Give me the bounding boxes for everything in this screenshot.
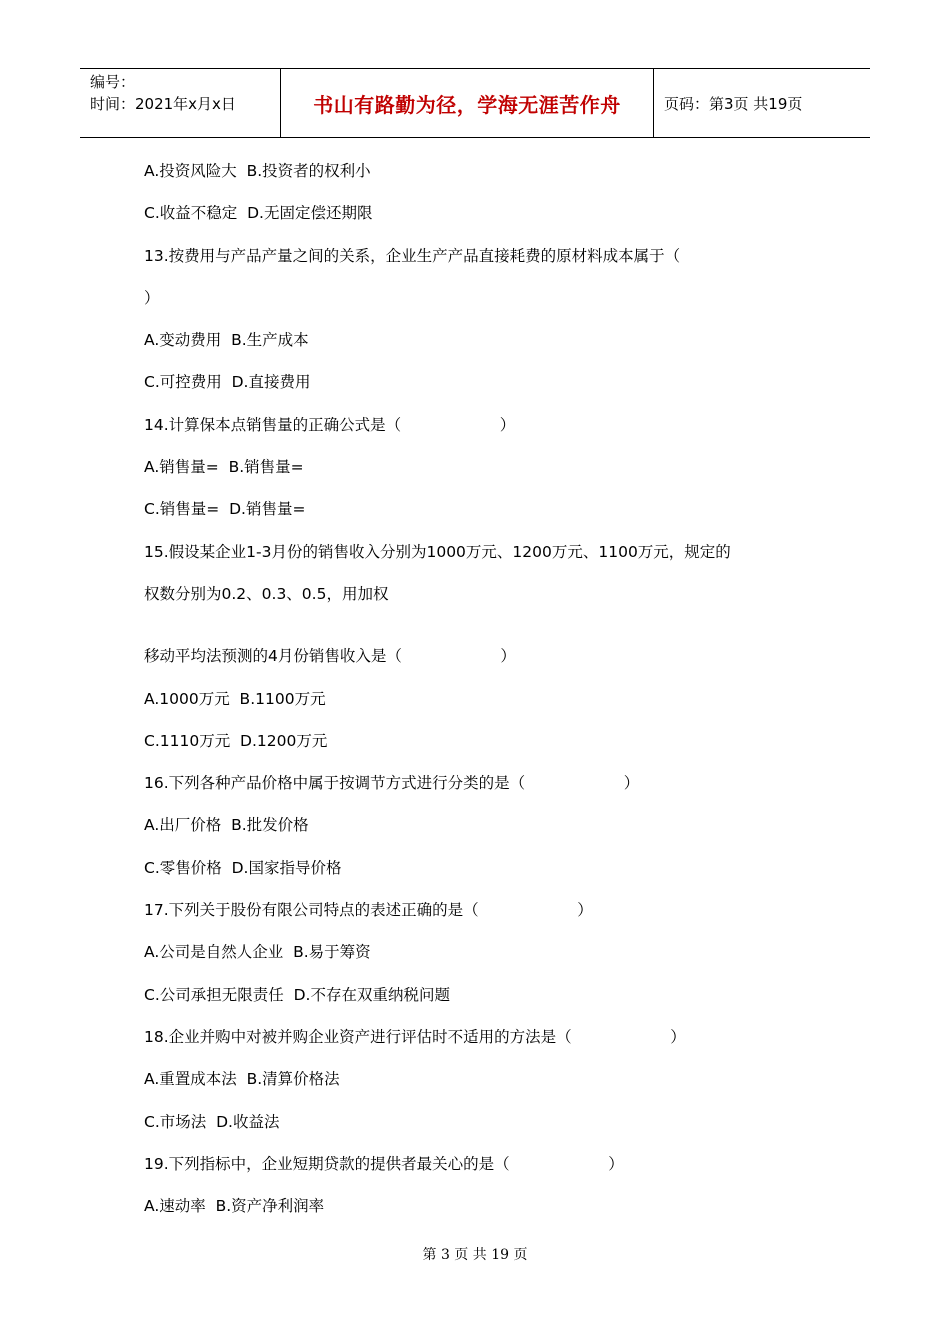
time-label: 时间：2021年x月x日: [90, 95, 236, 113]
text-line: ）: [144, 288, 160, 307]
text-line: 16.下列各种产品价格中属于按调节方式进行分类的是（ ）: [144, 774, 640, 793]
text-line: C.收益不稳定 D.无固定偿还期限: [144, 204, 373, 223]
text-line: A.变动费用 B.生产成本: [144, 331, 309, 350]
motto: 书山有路勤为径，学海无涯苦作舟: [313, 92, 621, 117]
text-line: A.速动率 B.资产净利润率: [144, 1197, 325, 1216]
text-line: C.1110万元 D.1200万元: [144, 731, 328, 750]
header-page-cell: [654, 69, 870, 137]
text-line: 15.假设某企业1-3月份的销售收入分别为1000万元、1200万元、1100万元，规定的: [144, 542, 731, 561]
text-line: 17.下列关于股份有限公司特点的表述正确的是（ ）: [144, 901, 593, 920]
text-line: 13.按费用与产品产量之间的关系，企业生产产品直接耗费的原材料成本属于（: [144, 246, 681, 265]
document-body: [144, 150, 824, 1227]
header-motto-cell: [281, 69, 654, 137]
text-line: A.出厂价格 B.批发价格: [144, 816, 309, 835]
text-line: A.1000万元 B.1100万元: [144, 689, 326, 708]
text-line: A.投资风险大 B.投资者的权利小: [144, 162, 371, 180]
text-line: A.公司是自然人企业 B.易于筹资: [144, 943, 371, 962]
text-line: A.重置成本法 B.清算价格法: [144, 1070, 340, 1089]
text-line: A.销售量= B.销售量=: [144, 458, 304, 477]
page-header: [80, 68, 870, 138]
page-footer: 第 3 页 共 19 页: [422, 1247, 528, 1263]
text-line: C.公司承担无限责任 D.不存在双重纳税问题: [144, 985, 450, 1004]
text-line: 移动平均法预测的4月份销售收入是（ ）: [144, 647, 516, 666]
text-line: 14.计算保本点销售量的正确公式是（ ）: [144, 415, 516, 434]
text-line: 18.企业并购中对被并购企业资产进行评估时不适用的方法是（ ）: [144, 1027, 686, 1046]
text-line: C.市场法 D.收益法: [144, 1112, 280, 1131]
text-line: C.销售量= D.销售量=: [144, 500, 306, 519]
text-line: 权数分别为0.2、0.3、0.5，用加权: [144, 584, 389, 603]
text-line: C.零售价格 D.国家指导价格: [144, 858, 342, 877]
page-info: 页码：第3页 共19页: [664, 94, 803, 113]
header-meta: [80, 69, 281, 137]
text-line: 19.下列指标中，企业短期贷款的提供者最关心的是（ ）: [144, 1154, 624, 1173]
text-line: C.可控费用 D.直接费用: [144, 373, 311, 392]
serial-label: 编号：: [90, 73, 136, 91]
